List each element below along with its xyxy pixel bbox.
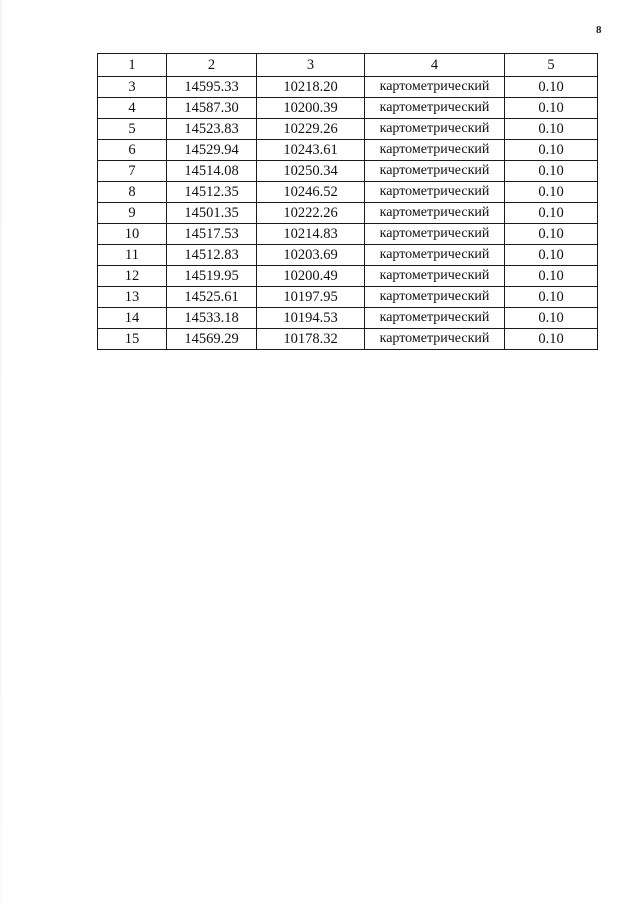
cell-method: картометрический — [365, 266, 505, 287]
cell-point-number: 15 — [98, 329, 167, 350]
header-cell-point-number: 1 — [98, 54, 167, 77]
cell-y: 10200.39 — [257, 98, 365, 119]
cell-y: 10178.32 — [257, 329, 365, 350]
cell-x: 14514.08 — [167, 161, 257, 182]
cell-x: 14529.94 — [167, 140, 257, 161]
header-cell-method: 4 — [365, 54, 505, 77]
cell-point-number: 13 — [98, 287, 167, 308]
cell-y: 10218.20 — [257, 77, 365, 98]
coordinates-table — [97, 53, 598, 350]
cell-method: картометрический — [365, 224, 505, 245]
cell-method: картометрический — [365, 308, 505, 329]
cell-method: картометрический — [365, 77, 505, 98]
cell-x: 14587.30 — [167, 98, 257, 119]
cell-y: 10214.83 — [257, 224, 365, 245]
cell-x: 14533.18 — [167, 308, 257, 329]
coordinates-table-body — [98, 54, 598, 350]
table-row — [98, 140, 598, 161]
cell-method: картометрический — [365, 245, 505, 266]
cell-y: 10200.49 — [257, 266, 365, 287]
table-row — [98, 98, 598, 119]
cell-y: 10222.26 — [257, 203, 365, 224]
table-row — [98, 266, 598, 287]
cell-point-number: 6 — [98, 140, 167, 161]
cell-y: 10229.26 — [257, 119, 365, 140]
cell-accuracy: 0.10 — [505, 329, 598, 350]
cell-point-number: 11 — [98, 245, 167, 266]
header-cell-y: 3 — [257, 54, 365, 77]
cell-y: 10243.61 — [257, 140, 365, 161]
cell-point-number: 9 — [98, 203, 167, 224]
cell-accuracy: 0.10 — [505, 98, 598, 119]
cell-accuracy: 0.10 — [505, 287, 598, 308]
cell-method: картометрический — [365, 161, 505, 182]
cell-point-number: 14 — [98, 308, 167, 329]
table-row — [98, 182, 598, 203]
cell-accuracy: 0.10 — [505, 203, 598, 224]
cell-point-number: 3 — [98, 77, 167, 98]
cell-x: 14525.61 — [167, 287, 257, 308]
cell-method: картометрический — [365, 329, 505, 350]
cell-accuracy: 0.10 — [505, 266, 598, 287]
table-header-row — [98, 54, 598, 77]
cell-x: 14523.83 — [167, 119, 257, 140]
table-row — [98, 329, 598, 350]
table-row — [98, 224, 598, 245]
cell-accuracy: 0.10 — [505, 308, 598, 329]
cell-accuracy: 0.10 — [505, 224, 598, 245]
cell-y: 10203.69 — [257, 245, 365, 266]
page-number: 8 — [596, 24, 602, 36]
cell-method: картометрический — [365, 119, 505, 140]
cell-accuracy: 0.10 — [505, 140, 598, 161]
cell-x: 14517.53 — [167, 224, 257, 245]
cell-accuracy: 0.10 — [505, 77, 598, 98]
cell-method: картометрический — [365, 182, 505, 203]
cell-point-number: 7 — [98, 161, 167, 182]
cell-x: 14512.83 — [167, 245, 257, 266]
cell-y: 10194.53 — [257, 308, 365, 329]
cell-point-number: 4 — [98, 98, 167, 119]
cell-accuracy: 0.10 — [505, 245, 598, 266]
scan-edge — [0, 0, 2, 905]
cell-x: 14519.95 — [167, 266, 257, 287]
cell-accuracy: 0.10 — [505, 161, 598, 182]
cell-y: 10246.52 — [257, 182, 365, 203]
cell-x: 14569.29 — [167, 329, 257, 350]
header-cell-accuracy: 5 — [505, 54, 598, 77]
cell-x: 14512.35 — [167, 182, 257, 203]
cell-point-number: 10 — [98, 224, 167, 245]
table-row — [98, 161, 598, 182]
table-row — [98, 308, 598, 329]
cell-point-number: 8 — [98, 182, 167, 203]
cell-x: 14595.33 — [167, 77, 257, 98]
header-cell-x: 2 — [167, 54, 257, 77]
cell-accuracy: 0.10 — [505, 119, 598, 140]
cell-x: 14501.35 — [167, 203, 257, 224]
cell-y: 10197.95 — [257, 287, 365, 308]
table-row — [98, 119, 598, 140]
cell-method: картометрический — [365, 203, 505, 224]
table-row — [98, 77, 598, 98]
cell-point-number: 12 — [98, 266, 167, 287]
table-row — [98, 245, 598, 266]
cell-point-number: 5 — [98, 119, 167, 140]
cell-method: картометрический — [365, 140, 505, 161]
table-row — [98, 287, 598, 308]
cell-y: 10250.34 — [257, 161, 365, 182]
table-row — [98, 203, 598, 224]
cell-method: картометрический — [365, 98, 505, 119]
cell-method: картометрический — [365, 287, 505, 308]
cell-accuracy: 0.10 — [505, 182, 598, 203]
